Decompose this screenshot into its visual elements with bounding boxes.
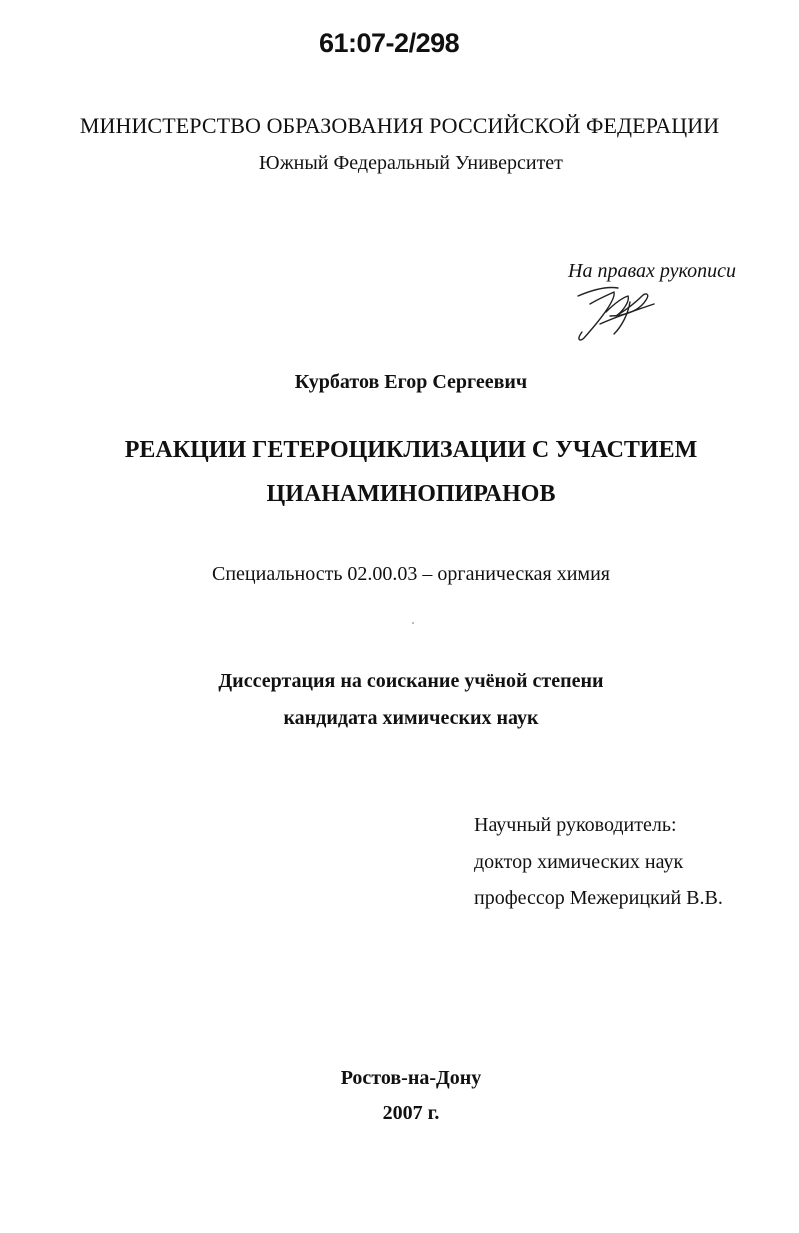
university-name: Южный Федеральный Университет bbox=[259, 152, 563, 174]
ministry-heading: МИНИСТЕРСТВО ОБРАЗОВАНИЯ РОССИЙСКОЙ ФЕДЕРАЦИИ bbox=[79, 113, 720, 138]
dissertation-title-line: РЕАКЦИИ ГЕТЕРОЦИКЛИЗАЦИИ С УЧАСТИЕМ bbox=[124, 437, 698, 463]
author-name: Курбатов Егор Сергеевич bbox=[294, 371, 528, 393]
specialty-line: Специальность 02.00.03 – органическая химия bbox=[212, 563, 610, 585]
year: 2007 г. bbox=[382, 1102, 440, 1124]
advisor-line: Научный руководитель: bbox=[474, 814, 677, 836]
degree-statement-line: Диссертация на соискание учёной степени bbox=[218, 670, 604, 692]
call-number: 61:07-2/298 bbox=[319, 28, 460, 58]
signature-image bbox=[570, 282, 662, 344]
city: Ростов-на-Дону bbox=[340, 1067, 482, 1089]
scan-speck bbox=[412, 622, 414, 624]
manuscript-note: На правах рукописи bbox=[568, 260, 736, 282]
advisor-line: доктор химических наук bbox=[474, 851, 684, 873]
advisor-line: профессор Межерицкий В.В. bbox=[474, 887, 723, 909]
dissertation-title-line: ЦИАНАМИНОПИРАНОВ bbox=[266, 481, 556, 507]
degree-statement-line: кандидата химических наук bbox=[283, 707, 539, 729]
